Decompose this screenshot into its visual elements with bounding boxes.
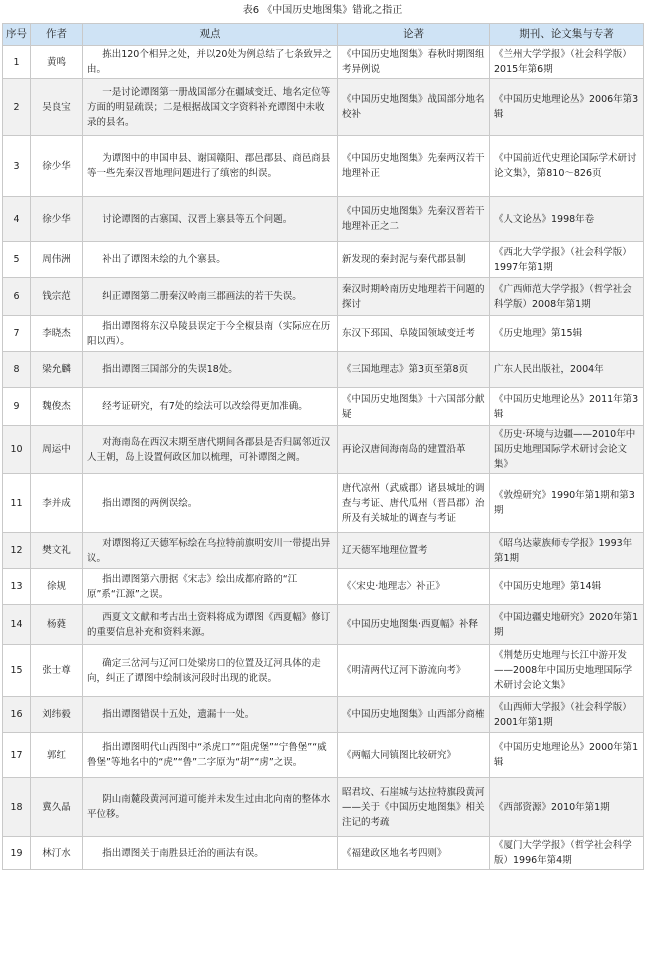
row-work: 《中国历史地图集》春秋时期图组考异例说 [338,46,490,79]
row-viewpoint: 补出了谭图未绘的九个寨县。 [83,242,338,278]
row-index: 3 [3,136,31,197]
row-index: 19 [3,837,31,870]
row-author: 林汀水 [31,837,83,870]
row-index: 17 [3,733,31,778]
row-viewpoint: 确定三岔河与辽河口处梁房口的位置及辽河具体的走向，纠正了谭图中绘制该河段时出现的讹误。 [83,645,338,697]
table-row [3,352,644,388]
row-author: 樊文礼 [31,533,83,569]
row-publication: 《兰州大学学报》（社会科学版）2015年第6期 [490,46,644,79]
row-publication: 《敦煌研究》1990年第1期和第3期 [490,474,644,533]
row-viewpoint: 为谭图中的申国申县、谢国赣阳、郡邑郡县、商邑商县等一些先秦汉晋地理问题进行了缜密的纠误。 [83,136,338,197]
row-author: 周伟洲 [31,242,83,278]
row-index: 4 [3,197,31,242]
row-work: 唐代凉州（武威郡）诸县城址的调查与考证、唐代瓜州（晋昌郡）治所及有关城址的调查与考证 [338,474,490,533]
row-work: 东汉下邳国、阜陵国领域变迁考 [338,316,490,352]
critique-table [2,23,644,870]
row-publication: 《山西师大学报》（社会科学版）2001年第1期 [490,697,644,733]
table-row [3,697,644,733]
row-viewpoint: 纠正谭图第二册秦汉岭南三郡画法的若干失误。 [83,278,338,316]
row-author: 梁允麟 [31,352,83,388]
table-row [3,278,644,316]
row-index: 12 [3,533,31,569]
table-row [3,733,644,778]
row-author: 魏俊杰 [31,388,83,426]
row-work: 《中国历史地图集》先秦汉晋若干地理补正之二 [338,197,490,242]
table-row [3,316,644,352]
row-author: 刘纬毅 [31,697,83,733]
table-row [3,242,644,278]
header-row [3,24,644,46]
row-publication: 《西部资源》2010年第1期 [490,778,644,837]
table-caption: 表6 《中国历史地图集》错讹之指正 [242,5,403,16]
table-row [3,388,644,426]
row-work: 辽天德军地理位置考 [338,533,490,569]
row-author: 周运中 [31,426,83,474]
row-author: 冀久晶 [31,778,83,837]
table-row [3,533,644,569]
row-work: 再论汉唐间海南岛的建置沿革 [338,426,490,474]
row-work: 《两幅大同镇图比较研究》 [338,733,490,778]
row-viewpoint: 指出谭图关于南胜县迁治的画法有误。 [83,837,338,870]
table-row [3,426,644,474]
row-work: 《〈宋史·地理志〉补正》 [338,569,490,605]
row-publication: 《中国历史地理》第14辑 [490,569,644,605]
row-work: 《明清两代辽河下游流向考》 [338,645,490,697]
row-index: 15 [3,645,31,697]
table-row [3,136,644,197]
row-index: 5 [3,242,31,278]
row-publication: 《厦门大学学报》（哲学社会科学版）1996年第4期 [490,837,644,870]
row-work: 《中国历史地图集·西夏幅》补释 [338,605,490,645]
row-index: 9 [3,388,31,426]
row-index: 13 [3,569,31,605]
row-work: 《中国历史地图集》先秦两汉若干地理补正 [338,136,490,197]
row-index: 18 [3,778,31,837]
table-row [3,605,644,645]
row-viewpoint: 指出谭图错误十五处，遗漏十一处。 [83,697,338,733]
row-publication: 《中国边疆史地研究》2020年第1期 [490,605,644,645]
row-viewpoint: 经考证研究，有7处的绘法可以改绘得更加准确。 [83,388,338,426]
row-index: 8 [3,352,31,388]
row-author: 吴良宝 [31,79,83,136]
table-header [3,24,644,46]
row-work: 《中国历史地图集》山西部分商榷 [338,697,490,733]
row-viewpoint: 指出谭图第六册据《宋志》绘出成都府路的“江原”系“江源”之误。 [83,569,338,605]
row-author: 徐少华 [31,136,83,197]
row-index: 16 [3,697,31,733]
row-index: 6 [3,278,31,316]
row-viewpoint: 一是讨论谭图第一册战国部分在疆域变迁、地名定位等方面的明显疏误；二是根据战国文字资料补充谭图中未收录的县名。 [83,79,338,136]
row-viewpoint: 对海南岛在西汉末期至唐代期间各郡县是否归属邻近汉人王朝，岛上设置何政区加以梳理，可补谭图之阙。 [83,426,338,474]
row-viewpoint: 指出谭图三国部分的失误18处。 [83,352,338,388]
row-publication: 广东人民出版社，2004年 [490,352,644,388]
row-viewpoint: 西夏文文献和考古出土资料将成为谭图《西夏幅》修订的重要信息补充和资料来源。 [83,605,338,645]
row-index: 14 [3,605,31,645]
row-author: 杨蕤 [31,605,83,645]
row-viewpoint: 对谭图将辽天德军标绘在乌拉特前旗明安川一带提出异议。 [83,533,338,569]
row-publication: 《历史·环境与边疆——2010年中国历史地理国际学术研讨会论文集》 [490,426,644,474]
header-viewpoint: 观点 [83,24,338,46]
row-viewpoint: 拣出120个相异之处，并以20处为例总结了七条致异之由。 [83,46,338,79]
row-index: 7 [3,316,31,352]
row-publication: 《中国历史地理论丛》2011年第3辑 [490,388,644,426]
table-row [3,837,644,870]
row-viewpoint: 指出谭图明代山西图中“杀虎口”“阻虎堡”“宁鲁堡”“威鲁堡”等地名中的“虎”“鲁”二字原为“胡”“虏”之误。 [83,733,338,778]
row-work: 《中国历史地图集》战国部分地名校补 [338,79,490,136]
row-viewpoint: 指出谭图将东汉阜陵县误定于今全椒县南（实际应在历阳以西）。 [83,316,338,352]
row-author: 徐少华 [31,197,83,242]
row-author: 郭红 [31,733,83,778]
row-index: 1 [3,46,31,79]
row-publication: 《历史地理》第15辑 [490,316,644,352]
row-index: 10 [3,426,31,474]
table-row [3,474,644,533]
row-publication: 《中国历史地理论丛》2000年第1辑 [490,733,644,778]
row-publication: 《荆楚历史地理与长江中游开发——2008年中国历史地理国际学术研讨会论文集》 [490,645,644,697]
row-author: 徐规 [31,569,83,605]
row-work: 《中国历史地图集》十六国部分献疑 [338,388,490,426]
row-publication: 《广西师范大学学报》（哲学社会科学版）2008年第1期 [490,278,644,316]
row-author: 钱宗范 [31,278,83,316]
row-publication: 《中国历史地理论丛》2006年第3辑 [490,79,644,136]
header-work: 论著 [338,24,490,46]
row-work: 《福建政区地名考四则》 [338,837,490,870]
header-index: 序号 [3,24,31,46]
row-author: 李晓杰 [31,316,83,352]
row-publication: 《人文论丛》1998年卷 [490,197,644,242]
row-work: 《三国地理志》第3页至第8页 [338,352,490,388]
row-index: 11 [3,474,31,533]
header-publication: 期刊、论文集与专著 [490,24,644,46]
row-publication: 《昭乌达蒙族师专学报》1993年第1期 [490,533,644,569]
row-work: 新发现的秦封泥与秦代郡县制 [338,242,490,278]
table-row [3,197,644,242]
table-row [3,79,644,136]
row-viewpoint: 阴山南麓段黄河河道可能并未发生过由北向南的整体水平位移。 [83,778,338,837]
row-index: 2 [3,79,31,136]
header-author: 作者 [31,24,83,46]
table-row [3,645,644,697]
row-author: 黄鸣 [31,46,83,79]
row-publication: 《中国前近代史理论国际学术研讨论文集》，第810～826页 [490,136,644,197]
row-author: 张士尊 [31,645,83,697]
row-viewpoint: 讨论谭图的古寨国、汉晋上寨县等五个问题。 [83,197,338,242]
table-row [3,46,644,79]
table-row [3,569,644,605]
row-publication: 《西北大学学报》（社会科学版）1997年第1期 [490,242,644,278]
row-viewpoint: 指出谭图的两例误绘。 [83,474,338,533]
table-row [3,778,644,837]
row-author: 李并成 [31,474,83,533]
row-work: 秦汉时期岭南历史地理若干问题的探讨 [338,278,490,316]
row-work: 昭君坟、石崖城与达拉特旗段黄河——关于《中国历史地图集》相关注记的考疏 [338,778,490,837]
table-body [3,46,644,870]
